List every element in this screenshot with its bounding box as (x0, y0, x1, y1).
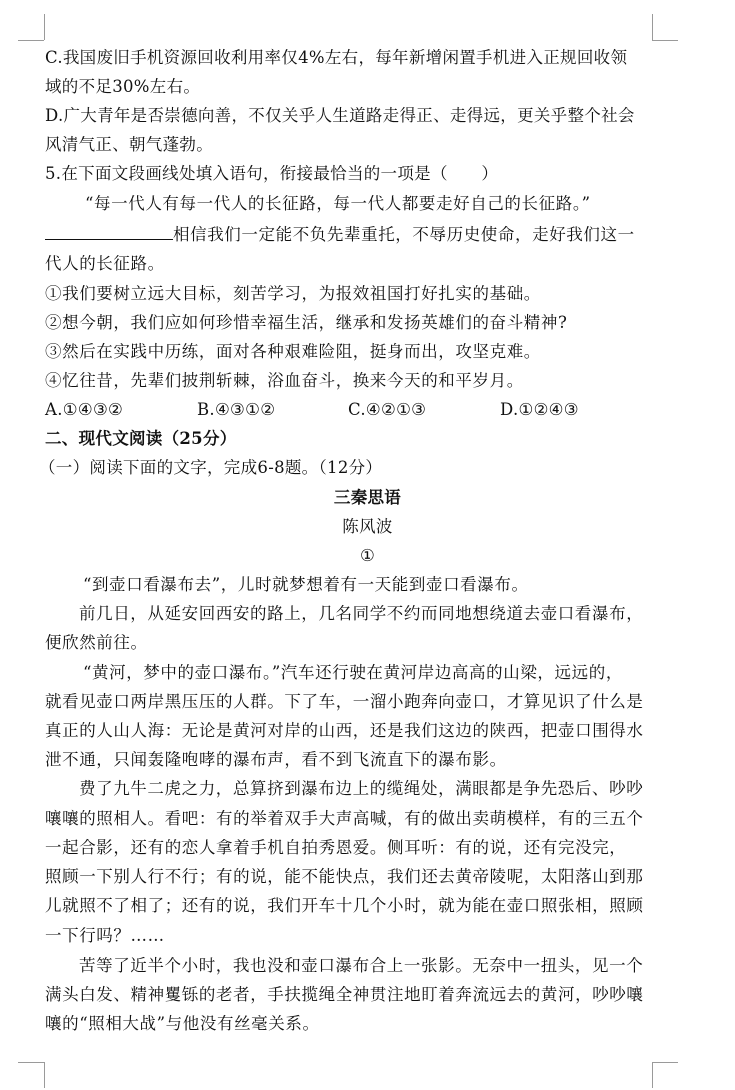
article-line: 苦等了近半个小时，我也没和壶口瀑布合上一张影。无奈中一扭头，见一个 (79, 956, 644, 975)
q5-blank-line (45, 224, 635, 246)
q5-line3: 代人的长征路。 (45, 254, 165, 273)
article-title: 三秦思语 (333, 488, 402, 507)
article-author: 陈风波 (342, 517, 393, 536)
article-line: 儿就照不了相了；还有的说，我们开车十几个小时，就为能在壶口照张相，照顾 (45, 896, 644, 915)
article-line: “到壶口看瀑布去”，儿时就梦想着有一天能到壶口看瀑布。 (83, 575, 529, 594)
q5-sentence-4: ④忆往昔，先辈们披荆斩棘，浴血奋斗，换来今天的和平岁月。 (45, 371, 524, 390)
article-line: 嚷嚷的照相人。看吧：有的举着双手大声高喊，有的做出卖萌模样，有的三五个 (45, 809, 644, 828)
crop-mark-bottom-right-v (652, 1062, 653, 1088)
crop-mark-bottom-right-h (652, 1062, 678, 1063)
q5-options (45, 399, 690, 421)
article-line: 嚷的“照相大战”与他没有丝毫关系。 (45, 1014, 320, 1033)
article-part-number: ① (359, 546, 376, 565)
article-line: 就看见壶口两岸黑压压的人群。下了车，一溜小跑奔向壶口，才算见识了什么是 (45, 692, 644, 711)
q4-option-d-line2: 风清气正、朝气蓬勃。 (45, 135, 213, 154)
crop-mark-top-right-v (652, 14, 653, 40)
q5-sentence-3: ③然后在实践中历练，面对各种艰难险阻，挺身而出，攻坚克难。 (45, 342, 541, 361)
crop-mark-bottom-left-h (18, 1062, 44, 1063)
article-line: 泄不通，只闻轰隆咆哮的瀑布声，看不到飞流直下的瀑布影。 (45, 750, 507, 769)
crop-mark-top-right-h (652, 40, 678, 41)
q5-sentence-1: ①我们要树立远大目标，刻苦学习，为报效祖国打好扎实的基础。 (45, 284, 541, 303)
section-heading: 二、现代文阅读（25分） (45, 429, 237, 448)
q5-after-blank: 相信我们一定能不负先辈重托，不辱历史使命，走好我们这一 (173, 225, 635, 244)
q5-option-a: A.①④③② (45, 400, 124, 419)
crop-mark-top-left-h (18, 40, 44, 41)
article-line: 前几日，从延安回西安的路上，几名同学不约而同地想绕道去壶口看瀑布， (79, 604, 644, 623)
fill-in-blank (45, 225, 173, 240)
section-subheading: （一）阅读下面的文字，完成6-8题。（12分） (39, 458, 383, 477)
crop-mark-top-left-v (44, 14, 45, 40)
q5-stem: 5.在下面文段画线处填入语句，衔接最恰当的一项是（ ） (45, 164, 499, 183)
q5-option-d: D.①②④③ (500, 400, 579, 419)
q5-quote: “每一代人有每一代人的长征路，每一代人都要走好自己的长征路。” (85, 194, 591, 213)
article-line: “黄河，梦中的壶口瀑布。”汽车还行驶在黄河岸边高高的山梁，远远的， (83, 663, 623, 682)
q5-option-b: B.④③①② (197, 400, 276, 419)
article-line: 真正的人山人海：无论是黄河对岸的山西，还是我们这边的陕西，把壶口围得水 (45, 721, 644, 740)
article-line: 便欣然前往。 (45, 633, 148, 652)
article-line: 费了九牛二虎之力，总算挤到瀑布边上的缆绳处，满眼都是争先恐后、吵吵 (79, 779, 644, 798)
q4-option-d-line1: D.广大青年是否崇德向善，不仅关乎人生道路走得正、走得远，更关乎整个社会 (45, 106, 635, 125)
article-line: 一下行吗？…… (45, 926, 165, 945)
article-line: 一起合影，还有的恋人拿着手机自拍秀恩爱。侧耳听：有的说，还有完没完， (45, 838, 627, 857)
q5-option-c: C.④②①③ (348, 400, 427, 419)
crop-mark-bottom-left-v (44, 1062, 45, 1088)
article-line: 照顾一下别人行不行；有的说，能不能快点，我们还去黄帝陵呢，太阳落山到那 (45, 867, 644, 886)
article-line: 满头白发、精神矍铄的老者，手扶揽绳全神贯注地盯着奔流远去的黄河，吵吵嚷 (45, 985, 644, 1004)
q4-option-c-line1: C.我国废旧手机资源回收利用率仅4%左右，每年新增闲置手机进入正规回收领 (45, 48, 628, 67)
q5-sentence-2: ②想今朝，我们应如何珍惜幸福生活，继承和发扬英雄们的奋斗精神? (45, 313, 568, 332)
q4-option-c-line2: 域的不足30%左右。 (45, 77, 201, 96)
